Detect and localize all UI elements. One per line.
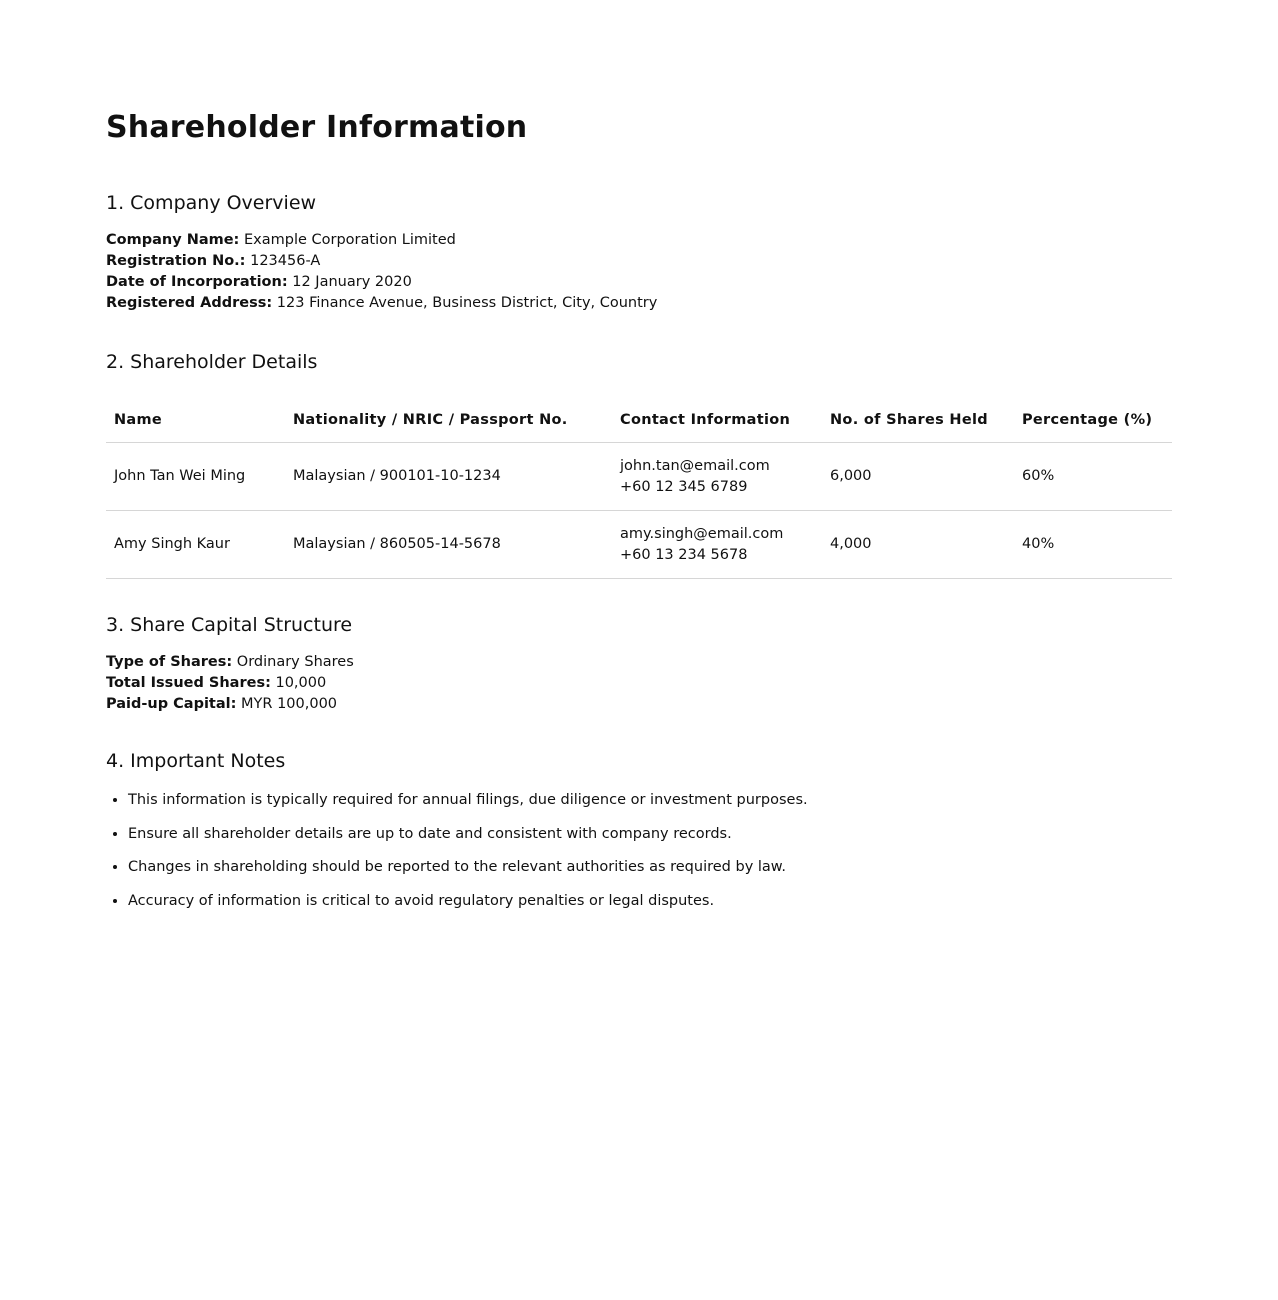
field-registration-no [106, 251, 1172, 272]
field-label: Total Issued Shares: [106, 675, 271, 691]
field-value: 12 January 2020 [292, 274, 412, 290]
cell-contact [612, 511, 822, 579]
column-header-contact: Contact Information [612, 398, 822, 443]
field-total-issued-shares [106, 673, 1172, 694]
field-label: Type of Shares: [106, 654, 233, 670]
cell-contact [612, 443, 822, 511]
cell-shares: 4,000 [822, 511, 1014, 579]
contact-email: john.tan@email.com [620, 458, 770, 474]
field-company-name [106, 230, 1172, 251]
field-label: Date of Incorporation: [106, 274, 288, 290]
field-value: Ordinary Shares [236, 654, 354, 670]
section-heading-important-notes: 4. Important Notes [106, 750, 286, 772]
field-value: MYR 100,000 [241, 696, 338, 712]
cell-shares: 6,000 [822, 443, 1014, 511]
table-row [106, 443, 1172, 511]
field-label: Company Name: [106, 232, 240, 248]
cell-percentage: 40% [1014, 511, 1172, 579]
section-heading-shareholder-details: 2. Shareholder Details [106, 351, 318, 373]
field-value: Example Corporation Limited [243, 232, 456, 248]
field-value: 123 Finance Avenue, Business District, City, Country [276, 295, 658, 311]
field-label: Registration No.: [106, 253, 246, 269]
cell-name: John Tan Wei Ming [106, 443, 285, 511]
contact-phone: +60 13 234 5678 [620, 547, 748, 563]
list-item: • Ensure all shareholder details are up to date and consistent with company records. [128, 824, 1172, 845]
column-header-shares: No. of Shares Held [822, 398, 1014, 443]
contact-phone: +60 12 345 6789 [620, 479, 748, 495]
page-title: Shareholder Information [106, 110, 528, 145]
field-value: 123456-A [250, 253, 321, 269]
list-item: • Accuracy of information is critical to avoid regulatory penalties or legal disputes. [128, 891, 1172, 912]
list-item: • Changes in shareholding should be reported to the relevant authorities as required by law. [128, 857, 1172, 878]
column-header-nationality: Nationality / NRIC / Passport No. [285, 398, 612, 443]
field-registered-address [106, 293, 1172, 314]
field-date-of-incorporation [106, 272, 1172, 293]
table-header-row [106, 398, 1172, 443]
table-row [106, 511, 1172, 579]
cell-id: Malaysian / 860505-14-5678 [285, 511, 612, 579]
shareholder-table [106, 398, 1172, 579]
notes-list [106, 790, 1172, 912]
section-heading-share-capital: 3. Share Capital Structure [106, 614, 353, 636]
column-header-percentage: Percentage (%) [1014, 398, 1172, 443]
cell-percentage: 60% [1014, 443, 1172, 511]
list-item: • This information is typically required for annual filings, due diligence or investment purposes. [128, 790, 1172, 811]
field-paid-up-capital [106, 694, 1172, 715]
field-value: 10,000 [275, 675, 327, 691]
cell-name: Amy Singh Kaur [106, 511, 285, 579]
column-header-name: Name [106, 398, 285, 443]
section-heading-company-overview: 1. Company Overview [106, 192, 317, 214]
company-overview-fields [106, 230, 1172, 314]
cell-id: Malaysian / 900101-10-1234 [285, 443, 612, 511]
field-type-of-shares [106, 652, 1172, 673]
field-label: Paid-up Capital: [106, 696, 237, 712]
field-label: Registered Address: [106, 295, 273, 311]
share-capital-fields [106, 652, 1172, 715]
contact-email: amy.singh@email.com [620, 526, 784, 542]
